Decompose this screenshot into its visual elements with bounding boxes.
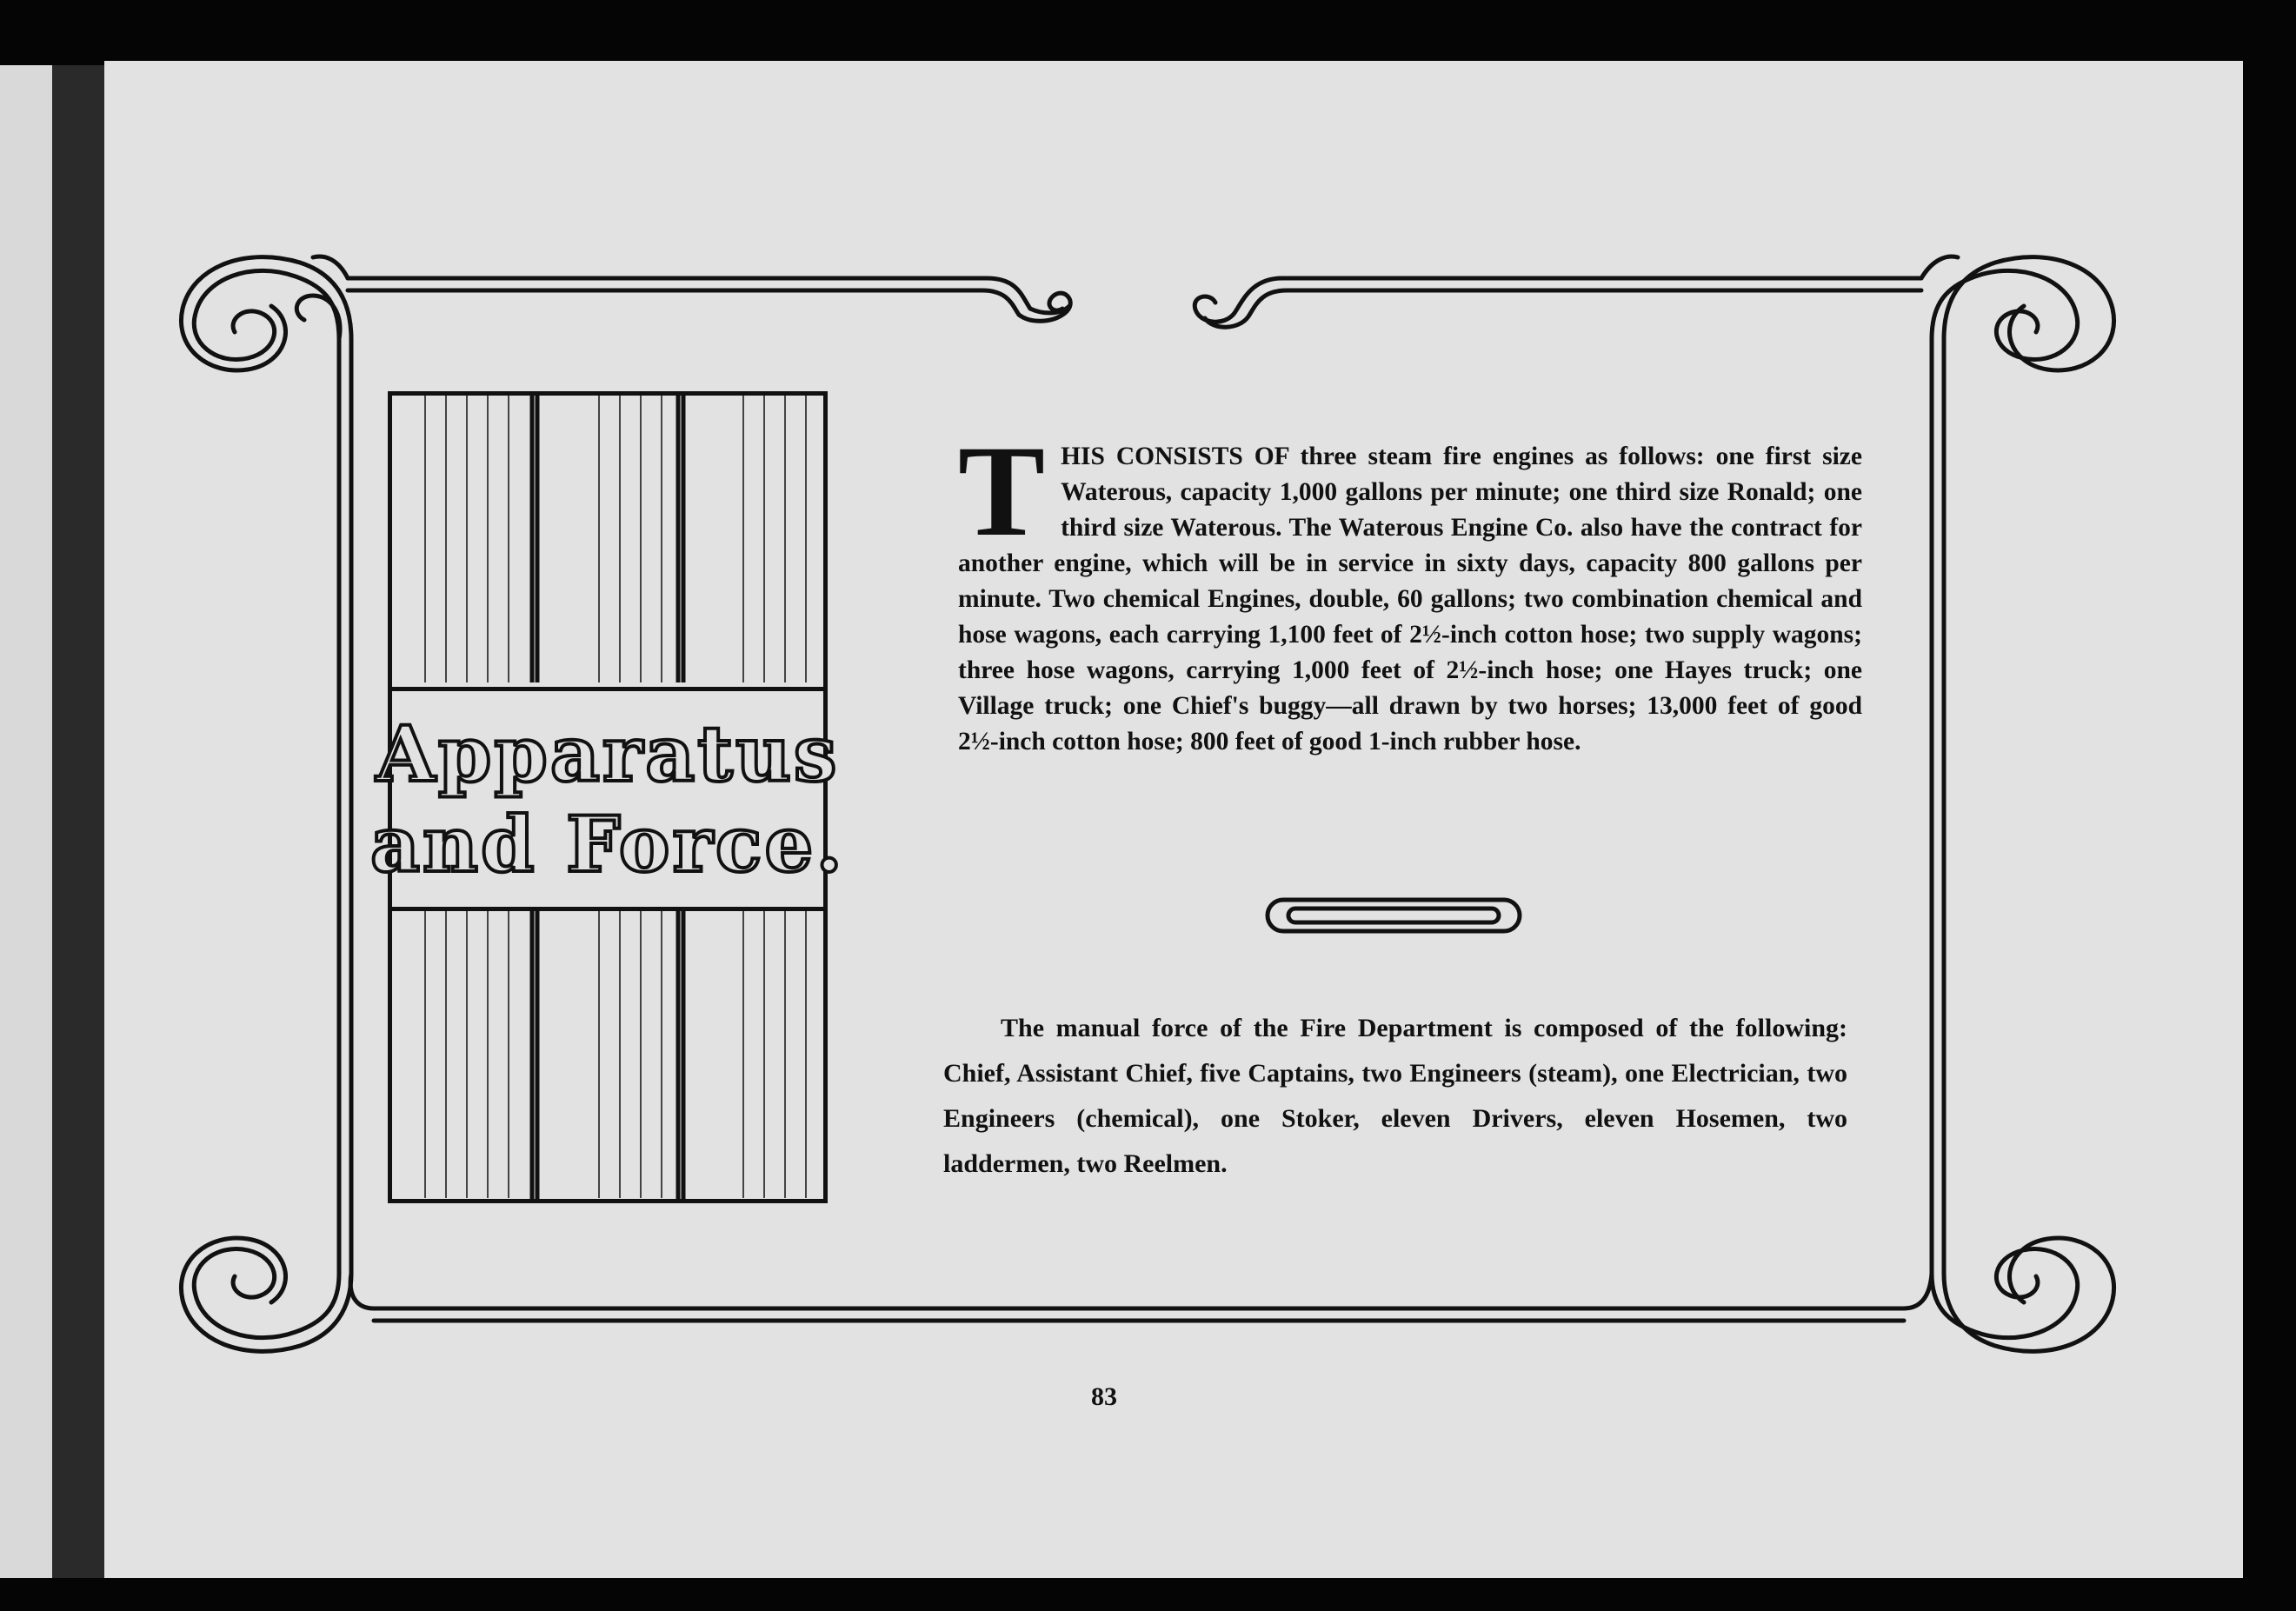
heading-line-1: Apparatus	[376, 709, 840, 799]
drop-cap: T	[958, 419, 1046, 563]
divider-ornament	[1268, 900, 1520, 931]
apparatus-paragraph	[958, 419, 1862, 760]
heading-line-2: and Force.	[369, 799, 846, 889]
title-panel	[369, 391, 846, 1203]
apparatus-paragraph-text: HIS CONSISTS OF three steam fire engines as follows: one first size Waterous, capacity 1,000 gallons per minute; one third size Ronald; one third size Waterous. The Waterous Engine Co. also have the contract for another engine, which will be in service in sixty days, capacity 800 gallons per minute. Two chemical Engines, double, 60 gallons; two combination chemical and hose wagons, each carrying 1,100 feet of 2½-inch cotton hose; two supply wagons; three hose wagons, carrying 1,000 feet of 2½-inch hose; one Hayes truck; one Village truck; one Chief's buggy—all drawn by two horses; 13,000 feet of good 2½-inch cotton hose; 800 feet of good 1-inch rubber hose.	[958, 443, 1862, 756]
page-number: 83	[1091, 1382, 1117, 1411]
manual-force-paragraph: The manual force of the Fire Department is composed of the following: Chief, Assistant Chief, five Captains, two Engineers (steam), one Electrician, two Engineers (chemical), one Stoker, eleven Drivers, eleven Hosemen, two laddermen, two Reelmen.	[943, 1014, 1847, 1178]
title-band	[369, 687, 846, 911]
